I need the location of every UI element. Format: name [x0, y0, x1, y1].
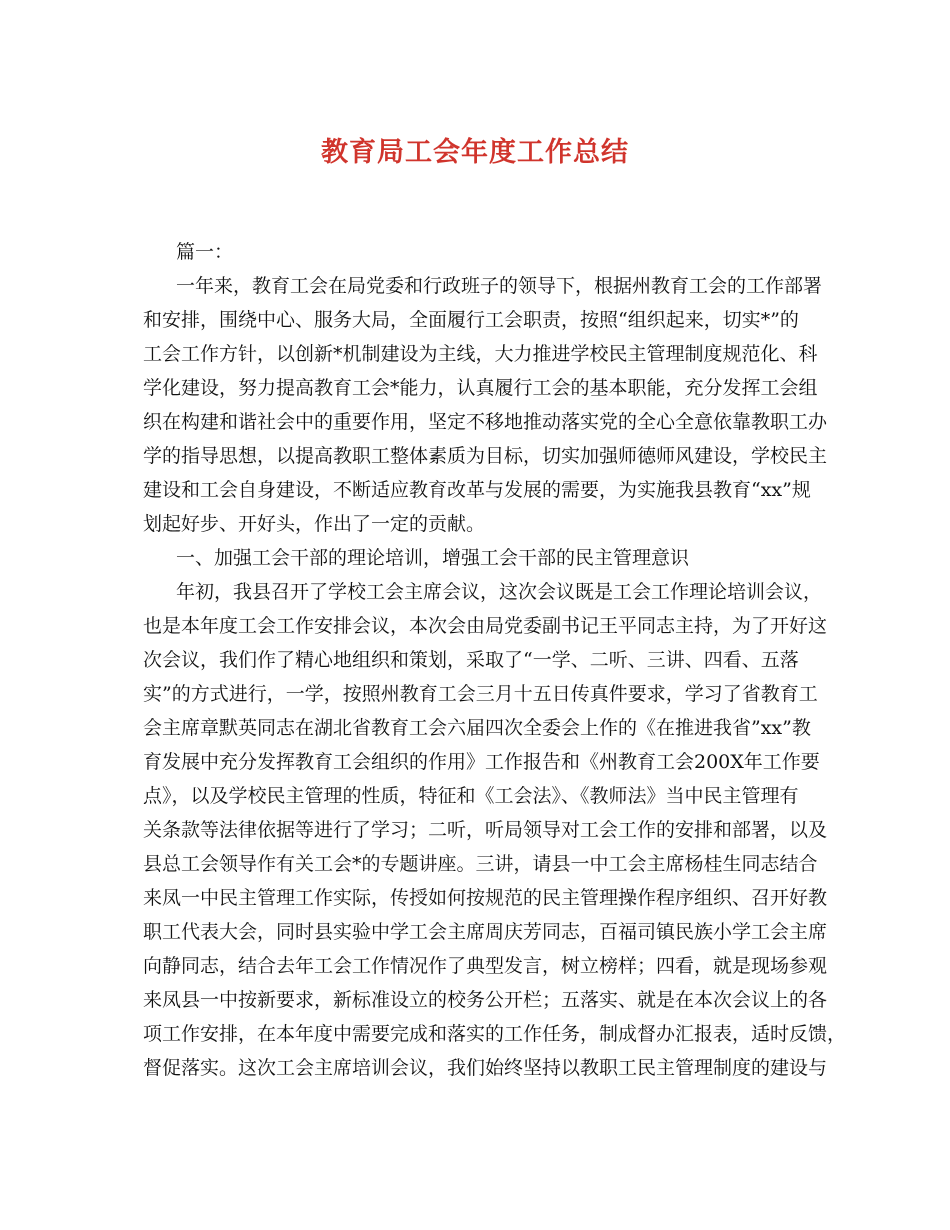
paragraph-line: 项工作安排，在本年度中需要完成和落实的工作任务，制成督办汇报表，适时反馈，	[143, 1023, 847, 1045]
paragraph-line: 学的指导思想，以提高教职工整体素质为目标，切实加强师德师风建设，学校民主	[143, 445, 828, 467]
paragraph-line: 和安排，围绕中心、服务大局，全面履行工会职责，按照“组织起来，切实*”的	[143, 309, 799, 331]
paragraph-line: 督促落实。这次工会主席培训会议，我们始终坚持以教职工民主管理制度的建设与	[143, 1057, 828, 1079]
section-label: 篇一：	[176, 241, 234, 263]
section-heading: 一、加强工会干部的理论培训，增强工会干部的民主管理意识	[176, 547, 690, 569]
paragraph-line: 职工代表大会，同时县实验中学工会主席周庆芳同志，百福司镇民族小学工会主席	[143, 921, 828, 943]
paragraph-line: 建设和工会自身建设，不断适应教育改革与发展的需要，为实施我县教育“xx”规	[143, 479, 811, 501]
paragraph-line: 会主席章默英同志在湖北省教育工会六届四次全委会上作的《在推进我省”xx”教	[143, 717, 811, 739]
paragraph-line: 来凤县一中按新要求，新标准设立的校务公开栏；五落实、就是在本次会议上的各	[143, 989, 828, 1011]
paragraph-line: 工会工作方针，以创新*机制建设为主线，大力推进学校民主管理制度规范化、科	[143, 343, 818, 365]
paragraph-line: 一年来，教育工会在局党委和行政班子的领导下，根据州教育工会的工作部署	[176, 275, 823, 297]
paragraph-line: 织在构建和谐社会中的重要作用，坚定不移地推动落实党的全心全意依靠教职工办	[143, 411, 828, 433]
paragraph-line: 关条款等法律依据等进行了学习；二听，听局领导对工会工作的安排和部署，以及	[143, 819, 828, 841]
paragraph-line: 点》，以及学校民主管理的性质，特征和《工会法》、《教师法》当中民主管理有	[143, 785, 799, 807]
paragraph-line: 划起好步、开好头，作出了一定的贡献。	[143, 513, 486, 535]
paragraph-line: 学化建设，努力提高教育工会*能力，认真履行工会的基本职能，充分发挥工会组	[143, 377, 818, 399]
document-title: 教育局工会年度工作总结	[321, 137, 629, 168]
paragraph-line: 育发展中充分发挥教育工会组织的作用》工作报告和《州教育工会200X年工作要	[143, 751, 820, 773]
paragraph-line: 年初，我县召开了学校工会主席会议，这次会议既是工会工作理论培训会议，	[176, 581, 823, 603]
paragraph-line: 来凤一中民主管理工作实际，传授如何按规范的民主管理操作程序组织、召开好教	[143, 887, 828, 909]
paragraph-line: 向静同志，结合去年工会工作情况作了典型发言，树立榜样；四看，就是现场参观	[143, 955, 828, 977]
paragraph-line: 实”的方式进行，一学，按照州教育工会三月十五日传真件要求，学习了省教育工	[143, 683, 818, 705]
paragraph-line: 次会议，我们作了精心地组织和策划，采取了“一学、二听、三讲、四看、五落	[143, 649, 799, 671]
paragraph-line: 也是本年度工会工作安排会议，本次会由局党委副书记王平同志主持，为了开好这	[143, 615, 828, 637]
paragraph-line: 县总工会领导作有关工会*的专题讲座。三讲，请县一中工会主席杨桂生同志结合	[143, 853, 818, 875]
